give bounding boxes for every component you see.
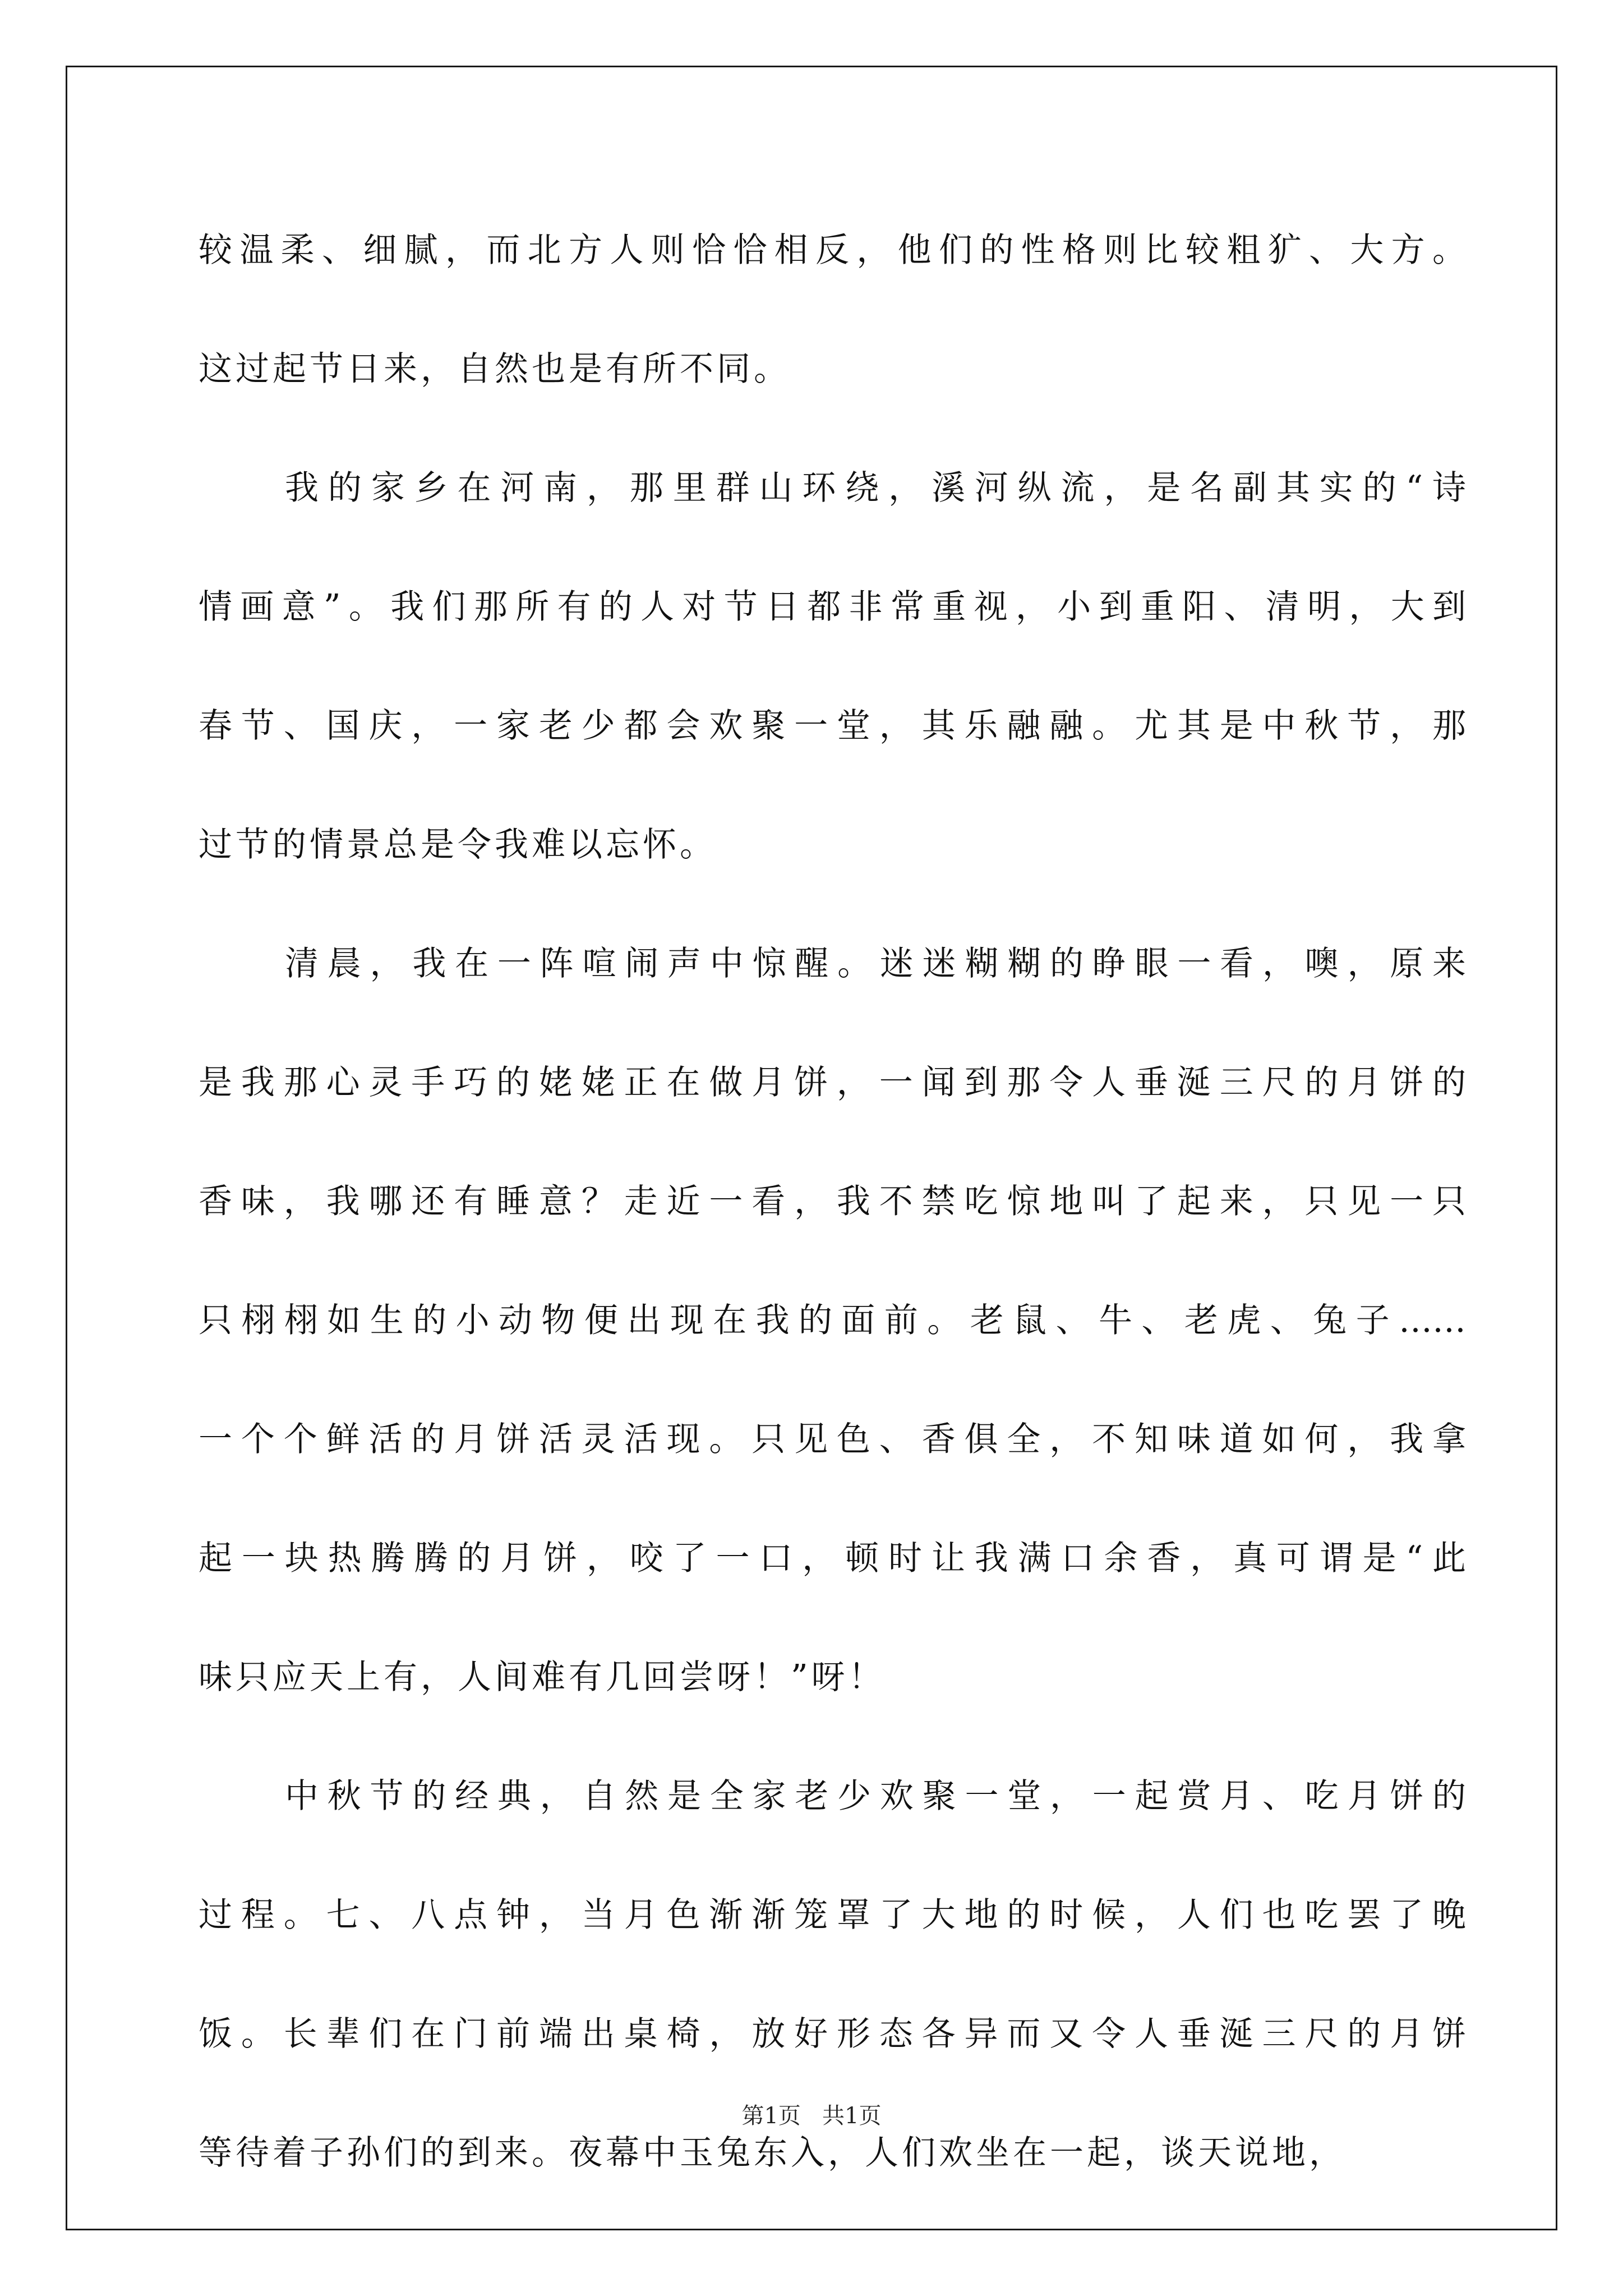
paragraph (199, 429, 1466, 904)
text-line: 等待着子孙们的到来。夜幕中玉兔东入，人们欢坐在一起，谈天说地， (199, 2133, 1346, 2173)
text-line: 中秋节的经典，自然是全家老少欢聚一堂，一起赏月、吃月饼的 (285, 1777, 1466, 1816)
text-line: 情画意”。我们那所有的人对节日都非常重视，小到重阳、清明，大到 (199, 587, 1466, 627)
text-line: 饭。长辈们在门前端出桌椅，放好形态各异而又令人垂涎三尺的月饼 (199, 2014, 1466, 2054)
paragraph (199, 904, 1466, 1737)
text-line: 过程。七、八点钟，当月色渐渐笼罩了大地的时候，人们也吃罢了晚 (199, 1895, 1466, 1935)
paragraph (199, 1737, 1466, 2212)
text-line: 这过起节日来，自然也是有所不同。 (199, 349, 791, 389)
page-footer: 第1页 共1页 (741, 2103, 882, 2129)
text-line: 是我那心灵手巧的姥姥正在做月饼，一闻到那令人垂涎三尺的月饼的 (199, 1063, 1466, 1102)
text-line: 味只应天上有，人间难有几回尝呀！”呀！ (199, 1658, 886, 1697)
text-line: 我的家乡在河南，那里群山环绕，溪河纵流，是名副其实的“诗 (285, 468, 1466, 508)
text-line: 一个个鲜活的月饼活灵活现。只见色、香俱全，不知味道如何，我拿 (199, 1420, 1466, 1459)
document-body (199, 191, 1466, 2212)
text-line: 只栩栩如生的小动物便出现在我的面前。老鼠、牛、老虎、兔子…… (199, 1301, 1466, 1340)
text-line: 较温柔、细腻，而北方人则恰恰相反，他们的性格则比较粗犷、大方。 (199, 231, 1466, 270)
text-line: 香味，我哪还有睡意？走近一看，我不禁吃惊地叫了起来，只见一只 (199, 1182, 1466, 1221)
text-line: 过节的情景总是令我难以忘怀。 (199, 825, 717, 864)
text-line: 清晨，我在一阵喧闹声中惊醒。迷迷糊糊的睁眼一看，噢，原来 (285, 944, 1466, 983)
text-line: 春节、国庆，一家老少都会欢聚一堂，其乐融融。尤其是中秋节，那 (199, 706, 1466, 746)
paragraph (199, 191, 1466, 429)
text-line: 起一块热腾腾的月饼，咬了一口，顿时让我满口余香，真可谓是“此 (199, 1539, 1466, 1578)
